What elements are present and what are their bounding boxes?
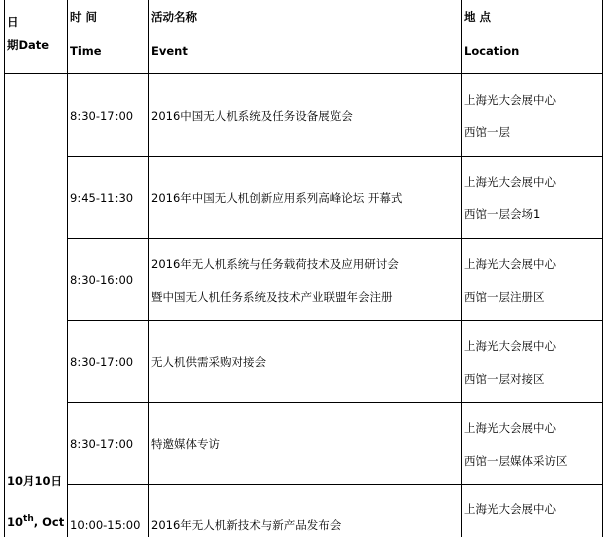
- column-border: [602, 0, 603, 537]
- row-location-venue: 上海光大会展中心: [464, 93, 556, 107]
- date-en: [7, 512, 64, 529]
- date-en-suffix: th: [23, 514, 34, 524]
- row-event: 2016中国无人机系统及任务设备展览会: [151, 109, 353, 123]
- header-bottom-border: [4, 73, 603, 74]
- date-zh: 10月10日: [7, 474, 63, 488]
- row-location-hall: 西馆一层会场1: [464, 207, 541, 221]
- column-border: [67, 0, 68, 537]
- row-time: 10:00-15:00: [70, 518, 141, 532]
- row-border: [67, 484, 603, 485]
- row-event: 2016年无人机新技术与新产品发布会: [151, 518, 342, 532]
- header-time-zh: 时 间: [70, 10, 98, 24]
- row-time: 9:45-11:30: [70, 191, 134, 205]
- row-location-venue: 上海光大会展中心: [464, 257, 556, 271]
- date-en-month: , Oct: [33, 514, 65, 529]
- row-location-venue: 上海光大会展中心: [464, 175, 556, 189]
- header-location-en: Location: [464, 44, 520, 58]
- column-border: [461, 0, 462, 537]
- row-location-hall: 西馆一层注册区: [464, 290, 545, 304]
- row-location-hall: 西馆一层对接区: [464, 372, 545, 386]
- row-location-venue: 上海光大会展中心: [464, 339, 556, 353]
- row-time: 8:30-16:00: [70, 273, 134, 287]
- row-event: 特邀媒体专访: [151, 437, 220, 451]
- row-time: 8:30-17:00: [70, 355, 134, 369]
- row-border: [67, 320, 603, 321]
- row-event: 无人机供需采购对接会: [151, 355, 266, 369]
- column-border: [4, 0, 5, 537]
- date-en-day: 10: [7, 514, 24, 529]
- header-event-zh: 活动名称: [151, 10, 197, 24]
- row-border: [67, 402, 603, 403]
- row-time: 8:30-17:00: [70, 437, 134, 451]
- column-border: [148, 0, 149, 537]
- row-location-venue: 上海光大会展中心: [464, 502, 556, 516]
- row-event: 暨中国无人机任务系统及技术产业联盟年会注册: [151, 290, 393, 304]
- row-location-hall: 西馆一层媒体采访区: [464, 454, 568, 468]
- row-event: 2016年中国无人机创新应用系列高峰论坛 开幕式: [151, 191, 403, 205]
- row-event: 2016年无人机系统与任务载荷技术及应用研讨会: [151, 257, 399, 271]
- row-time: 8:30-17:00: [70, 109, 134, 123]
- row-border: [67, 238, 603, 239]
- row-location-hall: 西馆一层: [464, 125, 510, 139]
- header-event-en: Event: [151, 44, 188, 58]
- header-time-en: Time: [70, 44, 102, 58]
- row-border: [67, 156, 603, 157]
- row-location-venue: 上海光大会展中心: [464, 421, 556, 435]
- header-date-zh: 日: [7, 15, 19, 29]
- header-location-zh: 地 点: [464, 10, 492, 24]
- header-date-en: 期Date: [7, 38, 50, 52]
